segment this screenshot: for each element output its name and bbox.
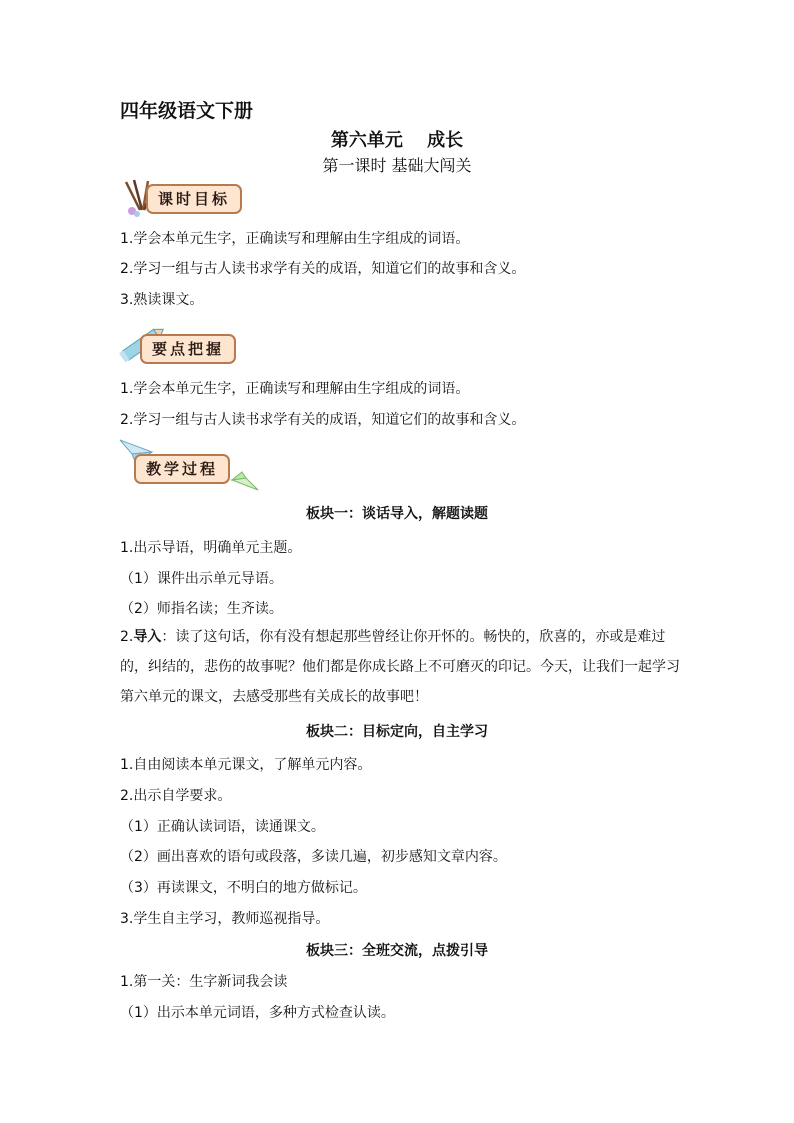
intro-paragraph <box>120 622 680 712</box>
goal-item: 2.学习一组与古人读书求学有关的成语，知道它们的故事和含义。 <box>120 261 526 277</box>
goal-item: 3.熟读课文。 <box>120 292 204 308</box>
keypoint-item: 2.学习一组与古人读书求学有关的成语，知道它们的故事和含义。 <box>120 412 526 428</box>
keypoints-label: 要点把握 <box>140 334 236 364</box>
list-item: （2）画出喜欢的语句或段落，多读几遍，初步感知文章内容。 <box>120 849 507 865</box>
section-title: 板块三：全班交流，点拨引导 <box>306 943 488 959</box>
paper-plane-small-icon <box>230 470 260 492</box>
grade-title: 四年级语文下册 <box>120 100 254 122</box>
list-item: 1.出示导语，明确单元主题。 <box>120 540 302 556</box>
section-title: 板块二：目标定向，自主学习 <box>306 724 488 740</box>
intro-text: ：读了这句话，你有没有想起那些曾经让你开怀的。畅快的，欣喜的，亦或是难过的，纠结的，悲伤的故事呢？他们都是你成长路上不可磨灭的印记。今天，让我们一起学习第六单元的课文，去感受那些有关成长的故事吧！ <box>120 629 680 705</box>
list-item: 2.出示自学要求。 <box>120 788 232 804</box>
keypoint-item: 1.学会本单元生字，正确读写和理解由生字组成的词语。 <box>120 381 470 397</box>
list-item: （1）课件出示单元导语。 <box>120 571 283 587</box>
list-item: （1）正确认读词语，读通课文。 <box>120 819 325 835</box>
list-item: （2）师指名读；生齐读。 <box>120 601 283 617</box>
list-item: 3.学生自主学习，教师巡视指导。 <box>120 911 330 927</box>
section-title: 板块一：谈话导入，解题读题 <box>306 506 488 522</box>
process-banner <box>118 438 263 494</box>
unit-title: 第六单元 成长 <box>330 130 464 151</box>
goal-item: 1.学会本单元生字，正确读写和理解由生字组成的词语。 <box>120 231 470 247</box>
intro-lead: 导入 <box>133 629 162 645</box>
goals-label: 课时目标 <box>146 184 242 214</box>
list-item: 1.第一关：生字新词我会读 <box>120 974 288 990</box>
keypoints-banner <box>118 322 258 364</box>
list-item: （3）再读课文，不明白的地方做标记。 <box>120 880 367 896</box>
intro-number: 2. <box>120 629 134 645</box>
list-item: 1.自由阅读本单元课文，了解单元内容。 <box>120 757 372 773</box>
lesson-title: 第一课时 基础大闯关 <box>322 156 472 175</box>
goals-banner <box>118 178 258 218</box>
list-item: （1）出示本单元词语，多种方式检查认读。 <box>120 1005 395 1021</box>
process-label: 教学过程 <box>134 454 230 484</box>
